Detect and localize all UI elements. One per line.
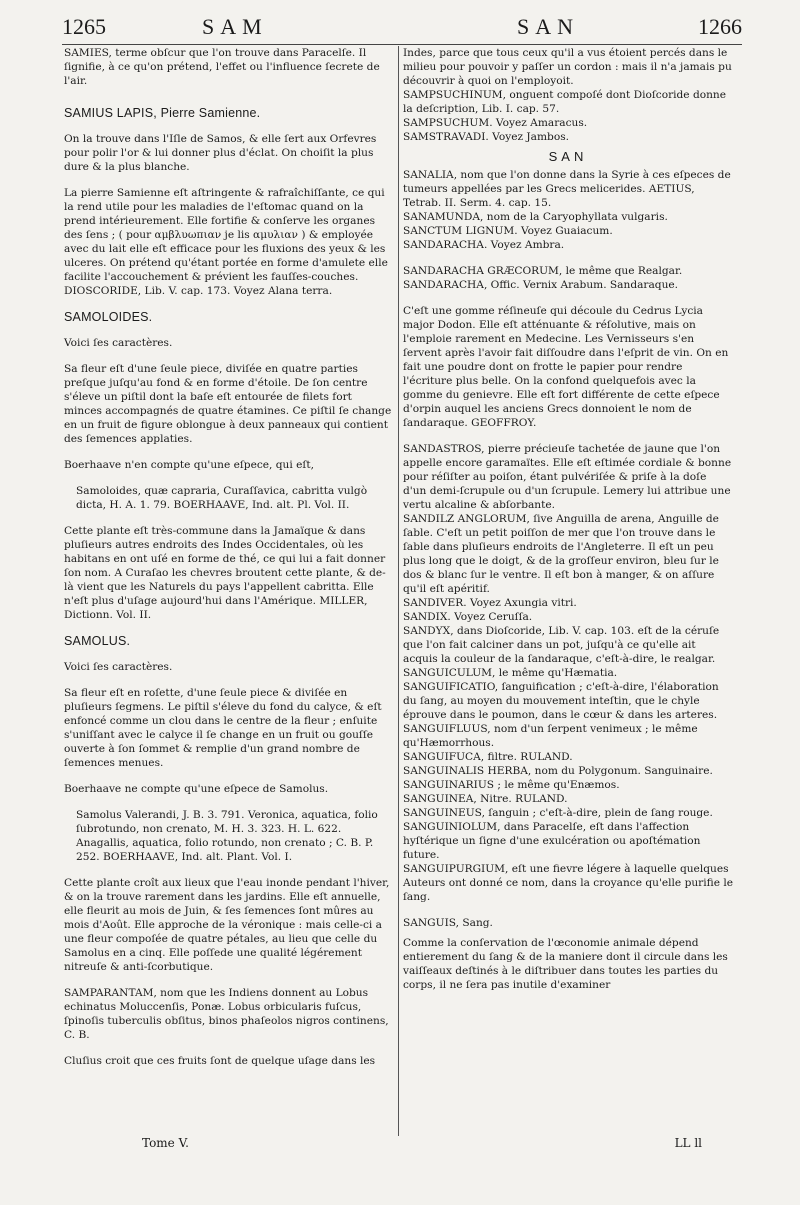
entry-samstravadi: SAMSTRAVADI. Voyez Jambos.	[403, 131, 570, 143]
entry-sandilz: SANDILZ ANGLORUM, ſive Anguilla de arena, Anguille de ſable. C'eſt un petit poiſſon de mer que l'on trouve dans le ſable dans pluſieurs endroits de l'Angleterre. Il eſt un peu plus long que le doigt, & de la groſſeur environ, bleu ſur le dos & blanc ſur le ventre. Il eſt bon à manger, & on aſſure qu'il eſt apéritif.	[403, 513, 719, 595]
entry-sampsuchum: SAMPSUCHUM. Voyez Amaracus.	[403, 117, 588, 129]
entry-sanguipurgium: SANGUIPURGIUM, eſt une fievre légere à laquelle quelques Auteurs ont donné ce nom, dans la croyance qu'elle purifie le ſang.	[403, 863, 733, 903]
clusius-line: Cluſius croit que ces fruits ſont de quelque uſage dans les	[64, 1055, 376, 1067]
entry-sandix: SANDIX. Voyez Ceruſſa.	[403, 611, 533, 623]
sandaracha-paragraph: C'eſt une gomme réſineuſe qui découle du Cedrus Lycia major Dodon. Elle eſt atténuante & réſolutive, mais on l'emploie rarement en Medecine. Les Vernisseurs s'en ſervent après l'avoir fait diſſoudre dans l'eſprit de vin. On en fait une poudre dont on frotte le papier pour rendre l'écriture plus belle. On la confond quelquefois avec la gomme du genievre. Elle eſt fort différente de cette eſpece d'orpin auquel les anciens Grecs donnoient le nom de ſandaraque. GEOFFROY.	[403, 305, 729, 429]
entry-sampsuchinum: SAMPSUCHINUM, onguent compoſé dont Dioſcoride donne la deſcription, Lib. I. cap. 57.	[403, 89, 727, 115]
entry-sanguinalis: SANGUINALIS HERBA, nom du Polygonum. Sanguinaire.	[403, 765, 713, 777]
page-number-right: 1266	[698, 14, 742, 39]
samolus-paragraph-1: Sa fleur eſt en roſette, d'une ſeule piece & diviſée en pluſieurs ſegmens. Le piſtil s'éleve du fond du calyce, & eſt enfoncé comme un clou dans le centre de la fleur ; enſuite s'uniſſant avec le calyce il ſe change en un fruit ou gouſſe ouverte à ſon ſommet & remplie d'un grand nombre de ſemences menues.	[64, 687, 382, 769]
catchword-left: SAM	[202, 14, 268, 39]
page-footer	[64, 1136, 742, 1156]
entry-sanamunda: SANAMUNDA, nom de la Caryophyllata vulgaris.	[403, 211, 668, 223]
entry-sandyx: SANDYX, dans Dioſcoride, Lib. V. cap. 103. eſt de la céruſe que l'on fait calciner dans un pot, juſqu'à ce qu'elle ait acquis la couleur de la ſandaraque, c'eſt-à-dire, le realgar.	[403, 625, 720, 665]
entry-samius-lapis: SAMIUS LAPIS, Pierre Samienne.	[64, 106, 261, 120]
samoloides-paragraph-1: Sa fleur eſt d'une ſeule piece, diviſée en quatre parties preſque juſqu'au fond & en forme d'étoile. De ſon centre s'éleve un piſtil dont la baſe eſt entourée de filets fort minces accompagnés de quatre étamines. Ce piſtil ſe change en un fruit de figure oblongue à deux panneaux qui contient des ſemences applaties.	[64, 363, 392, 445]
entry-samolus: SAMOLUS.	[64, 634, 131, 648]
header-rule	[62, 44, 742, 45]
entry-sandaracha: SANDARACHA. Voyez Ambra.	[403, 239, 565, 251]
right-column	[403, 46, 733, 992]
samoloides-paragraph-2: Cette plante eſt très-commune dans la Jamaïque & dans pluſieurs autres endroits des Indes Occidentales, où les habitans en ont uſé en forme de thé, ce qui lui a fait donner ſon nom. A Curaſao les chevres broutent cette plante, & de-là vient que les Naturels du pays l'appellent cabritta. Elle n'eſt plus d'uſage aujourd'hui dans l'Amérique. MILLER, Dictionn. Vol. II.	[64, 525, 386, 621]
entry-sandiver: SANDIVER. Voyez Axungia vitri.	[403, 597, 577, 609]
entry-sandaracha-offic: SANDARACHA, Offic. Vernix Arabum. Sandaraque.	[403, 279, 679, 291]
catchword-right: SAN	[517, 14, 580, 39]
entry-sanguinarius: SANGUINARIUS ; le même qu'Enæmos.	[403, 779, 620, 791]
indes-continuation: Indes, parce que tous ceux qu'il a vus étoient percés dans le milieu pour pouvoir y paſſer un cordon : mais il n'a jamais pu découvrir à quoi on l'employoit.	[403, 47, 732, 87]
samolus-characters: Voici ſes caractères.	[64, 661, 173, 673]
samius-paragraph-2: La pierre Samienne eſt aſtringente & rafraîchiſſante, ce qui la rend utile pour les maladies de l'eſtomac quand on la prend intérieurement. Elle fortifie & conſerve les organes des ſens ; ( pour αμβλυωπιαν je lis αμυλιαν ) & employée avec du lait elle eſt efficace pour les fluxions des yeux & les ulceres. On prétend qu'étant portée en forme d'amulete elle facilite l'accouchement & prévient les fauſſes-couches. DIOSCORIDE, Lib. V. cap. 173. Voyez Alana terra.	[64, 187, 388, 297]
signature-mark: LL ll	[674, 1136, 702, 1150]
samolus-paragraph-2: Cette plante croît aux lieux que l'eau inonde pendant l'hiver, & on la trouve rarement dans les jardins. Elle eſt annuelle, elle fleurit au mois de Juin, & ſes ſemences ſont mûres au mois d'Août. Elle approche de la véronique : mais celle-ci a une fleur compoſée de quatre pétales, au lieu que celle du Samolus en a cinq. Elle poſſede une qualité légérement nitreuſe & anti-ſcorbutique.	[64, 877, 390, 973]
entry-sanguifuca: SANGUIFUCA, filtre. RULAND.	[403, 751, 573, 763]
section-heading: SAN	[548, 149, 588, 164]
samoloides-characters: Voici ſes caractères.	[64, 337, 173, 349]
volume-label: Tome V.	[142, 1136, 189, 1150]
column-divider	[398, 46, 399, 1136]
entry-sanguineus: SANGUINEUS, ſanguin ; c'eſt-à-dire, plein de ſang rouge.	[403, 807, 713, 819]
page-number-left: 1265	[62, 14, 106, 39]
entry-sanguiniolum: SANGUINIOLUM, dans Paracelſe, eſt dans l'affection hyſtérique un ſigne d'une exulcération ou apoſtémation future.	[403, 821, 701, 861]
entry-sanguifluus: SANGUIFLUUS, nom d'un ſerpent venimeux ; le même qu'Hæmorrhous.	[403, 723, 698, 749]
entry-sanguiculum: SANGUICULUM, le même qu'Hæmatia.	[403, 667, 618, 679]
samius-paragraph-1: On la trouve dans l'Iſle de Samos, & elle ſert aux Orfevres pour polir l'or & lui donner plus d'éclat. On choiſit la plus dure & la plus blanche.	[64, 133, 377, 173]
samoloides-boerhaave: Boerhaave n'en compte qu'une eſpece, qui eſt,	[64, 459, 314, 471]
left-column	[64, 46, 392, 1068]
entry-samies: SAMIES, terme obſcur que l'on trouve dans Paracelſe. Il ſignifie, à ce qu'on prétend, l'effet ou l'influence ſecrete de l'air.	[64, 47, 380, 87]
samolus-synonym: Samolus Valerandi, J. B. 3. 791. Veronica, aquatica, folio ſubrotundo, non crenato, M. H. 3. 323. H. L. 622. Anagallis, aquatica, folio rotundo, non crenato ; C. B. P. 252. BOERHAAVE, Ind. alt. Plant. Vol. I.	[76, 809, 378, 863]
entry-sanguificatio: SANGUIFICATIO, ſanguification ; c'eſt-à-dire, l'élaboration du ſang, au moyen du mouvement inteſtin, que le chyle éprouve dans le poumon, dans le cœur & dans les arteres.	[403, 681, 719, 721]
samoloides-synonym: Samoloides, quæ capraria, Curaſſavica, cabritta vulgò dicta, H. A. 1. 79. BOERHAAVE, Ind. alt. Pl. Vol. II.	[76, 485, 368, 511]
entry-sandastros: SANDASTROS, pierre précieuſe tachetée de jaune que l'on appelle encore garamaïtes. Elle eſt eſtimée cordiale & bonne pour réſiſter au poiſon, étant pulvériſée & priſe à la doſe d'un demi-ſcrupule ou d'un ſcrupule. Lemery lui attribue une vertu alcaline & abſorbante.	[403, 443, 732, 511]
entry-samparantam: SAMPARANTAM, nom que les Indiens donnent au Lobus echinatus Moluccenſis, Ponæ. Lobus orbicularis fuſcus, ſpinoſis tuberculis obſitus, binos phaſeolos nigros continens, C. B.	[64, 987, 389, 1041]
running-head	[62, 14, 742, 48]
entry-sandaracha-graecorum: SANDARACHA GRÆCORUM, le même que Realgar.	[403, 265, 683, 277]
entry-sanguinea: SANGUINEA, Nitre. RULAND.	[403, 793, 568, 805]
entry-samoloides: SAMOLOIDES.	[64, 310, 153, 324]
entry-sanalia: SANALIA, nom que l'on donne dans la Syrie à ces eſpeces de tumeurs appellées par les Grecs melicerides. AETIUS, Tetrab. II. Serm. 4. cap. 15.	[403, 169, 731, 209]
entry-sanguis: SANGUIS, Sang.	[403, 917, 493, 929]
sanguis-paragraph: Comme la conſervation de l'œconomie animale dépend entierement du ſang & de la maniere dont il circule dans les vaiſſeaux deſtinés à le diſtribuer dans toutes les parties du corps, il ne ſera pas inutile d'examiner	[403, 937, 728, 991]
entry-sanctum-lignum: SANCTUM LIGNUM. Voyez Guaiacum.	[403, 225, 613, 237]
samolus-boerhaave: Boerhaave ne compte qu'une eſpece de Samolus.	[64, 783, 329, 795]
